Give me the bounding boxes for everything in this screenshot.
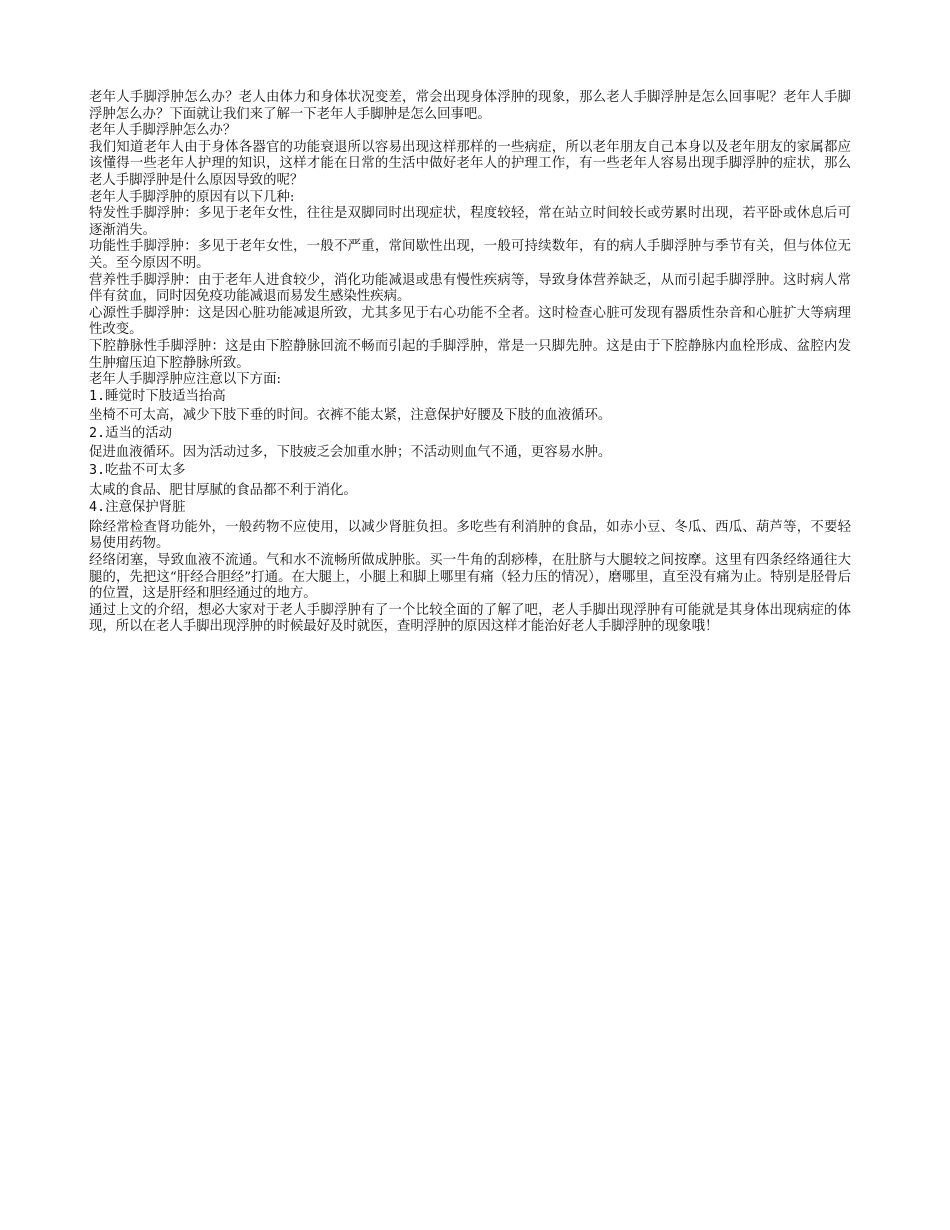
article-body	[89, 90, 851, 636]
tip-number: 4.	[89, 500, 106, 516]
intro-paragraph: 老年人手脚浮肿怎么办？老人由体力和身体状况变差，常会出现身体浮肿的现象，那么老人手脚浮肿是怎么回事呢？老年人手脚浮肿怎么办？下面就让我们来了解一下老年人手脚肿是怎么回事吧。	[89, 90, 851, 122]
tip-title-salt	[89, 463, 851, 483]
cause-nutritional: 营养性手脚浮肿：由于老年人进食较少，消化功能减退或患有慢性疾病等，导致身体营养缺乏，从而引起手脚浮肿。这时病人常伴有贫血，同时因免疫功能减退而易发生感染性疾病。	[89, 272, 851, 305]
meridian-massage-paragraph: 经络闭塞，导致血液不流通。气和水不流畅所做成肿胀。买一牛角的刮痧棒，在肚脐与大腿较之间按摩。这里有四条经络通往大腿的，先把这“肝经合胆经”打通。在大腿上，小腿上和脚上哪里有痛（轻力压的情况），磨哪里，直至没有痛为止。特别是胫骨后的位置，这是肝经和胆经通过的地方。	[89, 553, 851, 602]
tip-number: 1.	[89, 388, 106, 404]
tip-number: 3.	[89, 463, 106, 479]
tip-body-activity: 促进血液循环。因为活动过多，下肢疲乏会加重水肿；不活动则血气不通，更容易水肿。	[89, 445, 612, 461]
tip-body-salt: 太咸的食品、肥甘厚腻的食品都不利于消化。	[89, 482, 357, 498]
tip-title-text: 吃盐不可太多	[105, 463, 186, 479]
tip-body-elevate-legs: 坐椅不可太高，减少下肢下垂的时间。衣裤不能太紧，注意保护好腰及下肢的血液循环。	[89, 408, 612, 424]
tip-title-text: 睡觉时下肢适当抬高	[105, 388, 226, 404]
tip-title-text: 适当的活动	[105, 425, 173, 441]
section-heading-what-to-do: 老年人手脚浮肿怎么办？	[89, 123, 237, 139]
tip-body-kidney: 除经常检查肾功能外，一般药物不应使用，以减少肾脏负担。多吃些有利消肿的食品，如赤小豆、冬瓜、西瓜、葫芦等，不要轻易使用药物。	[89, 519, 851, 552]
background-paragraph: 我们知道老年人由于身体各器官的功能衰退所以容易出现这样那样的一些病症，所以老年朋友自己本身以及老年朋友的家属都应该懂得一些老年人护理的知识，这样才能在日常的生活中做好老年人的护理工作，有一些老年人容易出现手脚浮肿的症状，那么老人手脚浮肿是什么原因导致的呢？	[89, 139, 851, 188]
cause-cardiac: 心源性手脚浮肿：这是因心脏功能减退所致，尤其多见于右心功能不全者。这时检查心脏可发现有器质性杂音和心脏扩大等病理性改变。	[89, 305, 851, 338]
tip-title-kidney	[89, 500, 851, 520]
tip-title-activity	[89, 426, 851, 446]
tip-title-text: 注意保护肾脏	[105, 500, 186, 516]
section-heading-causes: 老年人手脚浮肿的原因有以下几种:	[89, 189, 295, 205]
tip-number: 2.	[89, 425, 106, 441]
conclusion-paragraph: 通过上文的介绍，想必大家对于老人手脚浮肿有了一个比较全面的了解了吧，老人手脚出现浮肿有可能就是其身体出现病症的体现，所以在老人手脚出现浮肿的时候最好及时就医，查明浮肿的原因这样才能治好老人手脚浮肿的现象哦！	[89, 602, 851, 635]
section-heading-precautions: 老年人手脚浮肿应注意以下方面:	[89, 372, 281, 388]
cause-idiopathic: 特发性手脚浮肿：多见于老年女性，往往是双脚同时出现症状，程度较轻，常在站立时间较长或劳累时出现，若平卧或休息后可逐渐消失。	[89, 206, 851, 238]
cause-vena-cava: 下腔静脉性手脚浮肿：这是由下腔静脉回流不畅而引起的手脚浮肿，常是一只脚先肿。这是由于下腔静脉内血栓形成、盆腔内发生肿瘤压迫下腔静脉所致。	[89, 338, 851, 371]
tip-title-elevate-legs	[89, 389, 851, 409]
cause-functional: 功能性手脚浮肿：多见于老年女性，一般不严重，常间歇性出现，一般可持续数年，有的病人手脚浮肿与季节有关，但与体位无关。至今原因不明。	[89, 239, 851, 271]
